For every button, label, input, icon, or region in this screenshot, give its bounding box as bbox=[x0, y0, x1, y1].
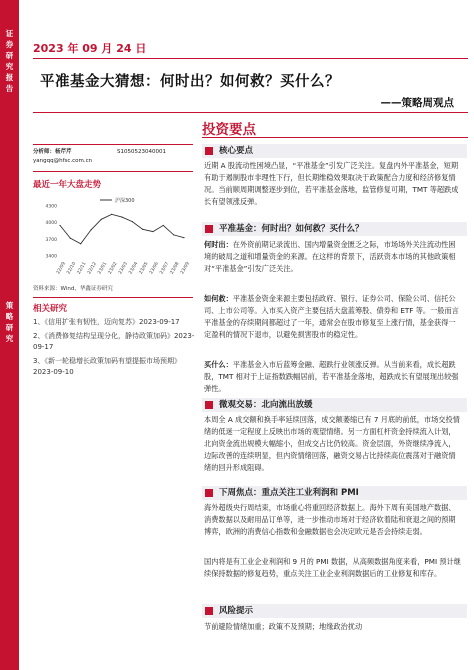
x-tick-label: 23/02 bbox=[107, 261, 119, 276]
chart-source: 资料来源：Wind，华鑫证券研究 bbox=[33, 286, 113, 292]
sidebar-char: 略 bbox=[5, 312, 14, 321]
section-marker-icon bbox=[205, 147, 213, 155]
data-point bbox=[152, 231, 153, 232]
section-risk bbox=[202, 604, 467, 618]
section-next-week bbox=[202, 486, 467, 500]
section-title: 核心要点 bbox=[219, 146, 254, 156]
x-tick-label: 23/08 bbox=[169, 261, 181, 276]
data-point bbox=[142, 229, 143, 230]
chart-heading: 最近一年大盘走势 bbox=[33, 180, 102, 190]
data-point bbox=[59, 225, 60, 226]
chart-svg bbox=[38, 192, 191, 282]
x-tick-label: 23/01 bbox=[97, 261, 109, 276]
micro-trading-paragraph: 本周全 A 成交额和换手率延续回落，成交额萎缩已有 7 月底的前低，市场交投情绪的低迷一定程度上反映出市场的观望情绪。另一方面杠杆资金持续流入计划，北向资金流出规模大幅缩小，但成交占比仍较高。资金层面，外资继续净流入，边际改善的连续明显，但内资情绪回落，融资交易占比持续高位震荡对于融资情绪的回升形成阻碍。 bbox=[204, 415, 460, 472]
sidebar-char: 究 bbox=[5, 62, 14, 71]
related-heading: 相关研究 bbox=[33, 304, 68, 314]
legend-label: 沪深300 bbox=[115, 198, 135, 204]
core-points-paragraph: 近期 A 股流动性困境凸显，“平准基金”引发广泛关注。复盘内外平准基金，短期有助于遏制股市非理性下行，但长期维稳效果取决于政策配合力度和经济修复情况。当前顺周期调整逐步到位，若平准基金落地，监管修复可期，TMT 等超跌成长有望领涨反弹。 bbox=[204, 161, 459, 206]
analyst-info bbox=[33, 144, 193, 172]
analyst-cert: S1050523040001 bbox=[117, 149, 166, 155]
data-point bbox=[101, 219, 102, 220]
when-paragraph: 何时出：在外资前期记录流出、国内增量资金匮乏之际，市场场外关注流动性困境的破局之道和增量资金的来源。在这样的背景下，活跃资本市场的其他政策相对“平准基金”引发广泛关注。 bbox=[204, 240, 456, 273]
analyst-name: 分析师：杨芹芹 bbox=[33, 149, 72, 155]
y-tick-label: 3700 bbox=[45, 237, 57, 243]
market-trend-chart bbox=[38, 192, 191, 282]
title-divider bbox=[33, 112, 468, 113]
section-marker-icon bbox=[205, 489, 213, 497]
sidebar-char: 策 bbox=[5, 301, 14, 310]
analyst-email: yangqq@hfsc.com.cn bbox=[33, 158, 93, 164]
report-category-label bbox=[2, 300, 17, 344]
overseas-paragraph: 海外超级央行周结束，市场重心将重回经济数据上。海外下周有美国地产数据、消费数据以及耐用品订单等，进一步推动市场对于经济软着陆和衰退之间的预期博弈，欧洲的消费信心指数和金融数据也会决定欧元是否会持续走弱。 bbox=[204, 503, 456, 536]
data-point bbox=[70, 238, 71, 239]
sidebar-char: 证 bbox=[5, 29, 14, 38]
x-tick-label: 23/09 bbox=[180, 261, 191, 276]
x-tick-label: 23/07 bbox=[159, 261, 171, 276]
data-point bbox=[163, 225, 164, 226]
sidebar-char: 研 bbox=[5, 323, 14, 332]
series-line-hs300 bbox=[60, 214, 184, 244]
section-marker-icon bbox=[205, 225, 213, 233]
data-point bbox=[121, 217, 122, 218]
report-type-label bbox=[2, 28, 17, 94]
data-point bbox=[80, 243, 81, 244]
x-tick-label: 22/10 bbox=[66, 261, 78, 276]
x-tick-label: 22/12 bbox=[87, 261, 98, 276]
main-heading: 投资要点 bbox=[202, 122, 256, 138]
section-title: 微观交易：北向流出放缓 bbox=[219, 400, 313, 410]
related-item[interactable]: 2、《消费修复结构呈现分化，静待政策加码》2023-09-17 bbox=[33, 331, 195, 351]
section-title: 风险提示 bbox=[219, 606, 254, 616]
x-tick-label: 23/03 bbox=[118, 261, 129, 276]
y-tick-label: 4000 bbox=[45, 221, 57, 227]
main-divider bbox=[202, 137, 468, 138]
section-micro-trading bbox=[202, 398, 467, 412]
sidebar-char: 券 bbox=[5, 40, 14, 49]
related-item[interactable]: 1、《信用扩张有韧性，迈向复苏》2023-09-17 bbox=[33, 318, 180, 326]
section-title: 平准基金：何时出？如何救？买什么？ bbox=[219, 224, 364, 234]
data-point bbox=[132, 221, 133, 222]
data-point bbox=[111, 214, 112, 215]
sidebar-char: 究 bbox=[5, 334, 14, 343]
data-point bbox=[90, 229, 91, 230]
risk-paragraph: 节前避险情绪加重；政策不及预期；地缘政治扰动 bbox=[204, 622, 363, 631]
x-tick-label: 23/05 bbox=[138, 261, 150, 276]
section-marker-icon bbox=[205, 401, 213, 409]
report-title: 平准基金大猜想：何时出？如何救？买什么？ bbox=[40, 74, 340, 90]
related-list bbox=[33, 317, 195, 379]
what-paragraph: 买什么：平准基金入市后蓝筹金融、超跌行业领涨反弹。从当前来看，成长超跌股，TMT 相对于上证指数跌幅居前，若平准基金落地，超跌成长有望展现出较强弹性。 bbox=[204, 360, 459, 393]
report-date: 2023 年 09 月 24 日 bbox=[33, 42, 147, 55]
data-point bbox=[183, 237, 184, 238]
section-core-points bbox=[202, 144, 467, 158]
sidebar-char: 告 bbox=[5, 84, 14, 93]
sidebar-char: 报 bbox=[5, 73, 14, 82]
y-tick-label: 3400 bbox=[45, 254, 57, 260]
header-divider bbox=[33, 58, 468, 59]
domestic-paragraph: 国内将是有工业企业利润和 9 月的 PMI 数据，从高频数据角度来看，PMI 预计继续保持数据的修复趋势，重点关注工业企业利润数据后的工业修复和库存。 bbox=[204, 557, 461, 578]
related-divider bbox=[33, 297, 193, 298]
section-marker-icon bbox=[205, 607, 213, 615]
y-tick-label: 4300 bbox=[45, 204, 57, 210]
x-tick-label: 23/04 bbox=[128, 261, 140, 276]
section-title: 下周焦点：重点关注工业利润和 PMI bbox=[219, 488, 359, 498]
section-stabilization-fund bbox=[202, 222, 467, 236]
x-tick-label: 22/11 bbox=[76, 261, 88, 276]
sidebar-char: 研 bbox=[5, 51, 14, 60]
report-subtitle: ——策略周观点 bbox=[380, 97, 454, 109]
x-tick-label: 22/09 bbox=[56, 261, 67, 276]
how-paragraph: 如何救：平准基金资金来源主要包括政府、银行、证券公司、保险公司、信托公司、上市公司等。入市买入资产主要包括大盘蓝筹股、债券和 ETF 等。一般而言平准基金的存续期间都超过了一年，通常会在股市修复至上涨行情，基金获得一定盈利的情况下退市，以避免损害股市的稳定性。 bbox=[204, 294, 459, 339]
related-item[interactable]: 3、《新一轮稳增长政策加码有望提振市场预期》2023-09-10 bbox=[33, 356, 181, 376]
x-tick-label: 23/06 bbox=[149, 261, 160, 276]
data-point bbox=[173, 234, 174, 235]
